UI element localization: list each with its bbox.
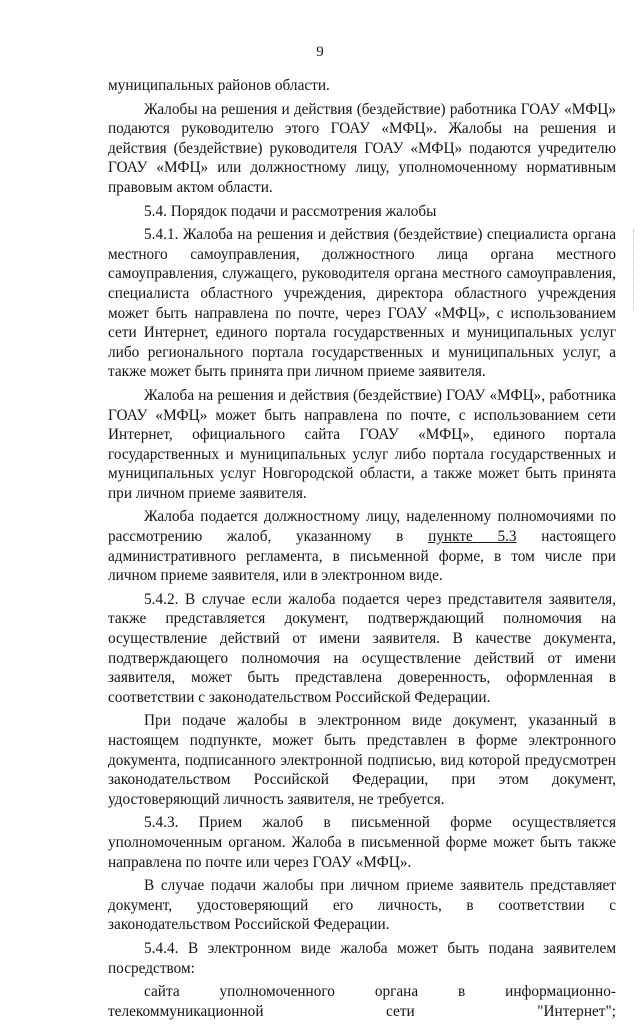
link-punkt-5-3[interactable]: пункте 5.3 [428, 528, 517, 546]
paragraph-5-4-4: 5.4.4. В электронном виде жалоба может быть подана заявителем посредством: [108, 939, 616, 977]
paragraph-complaint-submission [108, 507, 616, 585]
section-heading-5-4: 5.4. Порядок подачи и рассмотрения жалобы [144, 202, 437, 220]
paragraph-continuation: муниципальных районов области. [108, 77, 330, 94]
paragraph-mfc-complaints: Жалобы на решения и действия (бездействие) работника ГОАУ «МФЦ» подаются руководителю этого ГОАУ «МФЦ». Жалобы на решения и действия (бездействие) руководителя ГОАУ «МФЦ» подаются учредителю ГОАУ «МФЦ» или должностному лицу, уполномоченному нормативным правовым актом области. [108, 100, 616, 196]
document-body [108, 76, 616, 1025]
paragraph-personal-reception: В случае подачи жалобы при личном приеме заявитель представляет документ, удостоверяющий его личность, в соответствии с законодательством Российской Федерации. [108, 877, 616, 934]
scan-edge-mark [633, 230, 635, 310]
paragraph-text-after-link: настоящего административного регламента, в письменной форме, в том числе при личном приеме заявителя, или в электронном виде. [108, 528, 616, 585]
paragraph-electronic-submission: При подаче жалобы в электронном виде документ, указанный в настоящем подпункте, может быть представлен в форме электронного документа, подписанного электронной подписью, вид которой предусмотрен законодательством Российской Федерации, при этом документ, удостоверяющий личность заявителя, не требуется. [108, 712, 616, 808]
paragraph-5-4-1: 5.4.1. Жалоба на решения и действия (бездействие) специалиста органа местного самоуправления, должностного лица органа местного самоуправления, служащего, руководителя органа местного самоуправления, специалиста областного учреждения, директора областного учреждения может быть направлена по почте, через ГОАУ «МФЦ», с использованием сети Интернет, единого портала государственных и муниципальных услуг либо регионального портала государственных и муниципальных услуг, а также может быть принята при личном приеме заявителя. [108, 226, 616, 381]
list-item-website: сайта уполномоченного органа в информационно-телекоммуникационной сети "Интернет"; [108, 983, 616, 1020]
page-number: 9 [316, 44, 324, 60]
paragraph-mfc-complaint-channels: Жалоба на решения и действия (бездействие) ГОАУ «МФЦ», работника ГОАУ «МФЦ» может быть направлена по почте, с использованием сети Интернет, официального сайта ГОАУ «МФЦ», единого портала государственных и муниципальных услуг либо портала государственных и муниципальных услуг Новгородской области, а также может быть принята при личном приеме заявителя. [108, 386, 616, 502]
paragraph-text-before-link: Жалоба подается должностному лицу, наделенному полномочиями по рассмотрению жалоб, указанному в [108, 508, 616, 546]
paragraph-5-4-2: 5.4.2. В случае если жалоба подается через представителя заявителя, также представляется документ, подтверждающий полномочия на осуществление действий от имени заявителя. В качестве документа, подтверждающего полномочия на осуществление действий от имени заявителя, может быть представлена доверенность, оформленная в соответствии с законодательством Российской Федерации. [108, 590, 616, 706]
paragraph-5-4-3: 5.4.3. Прием жалоб в письменной форме осуществляется уполномоченным органом. Жалоба в письменной форме может быть также направлена по почте или через ГОАУ «МФЦ». [108, 814, 616, 871]
